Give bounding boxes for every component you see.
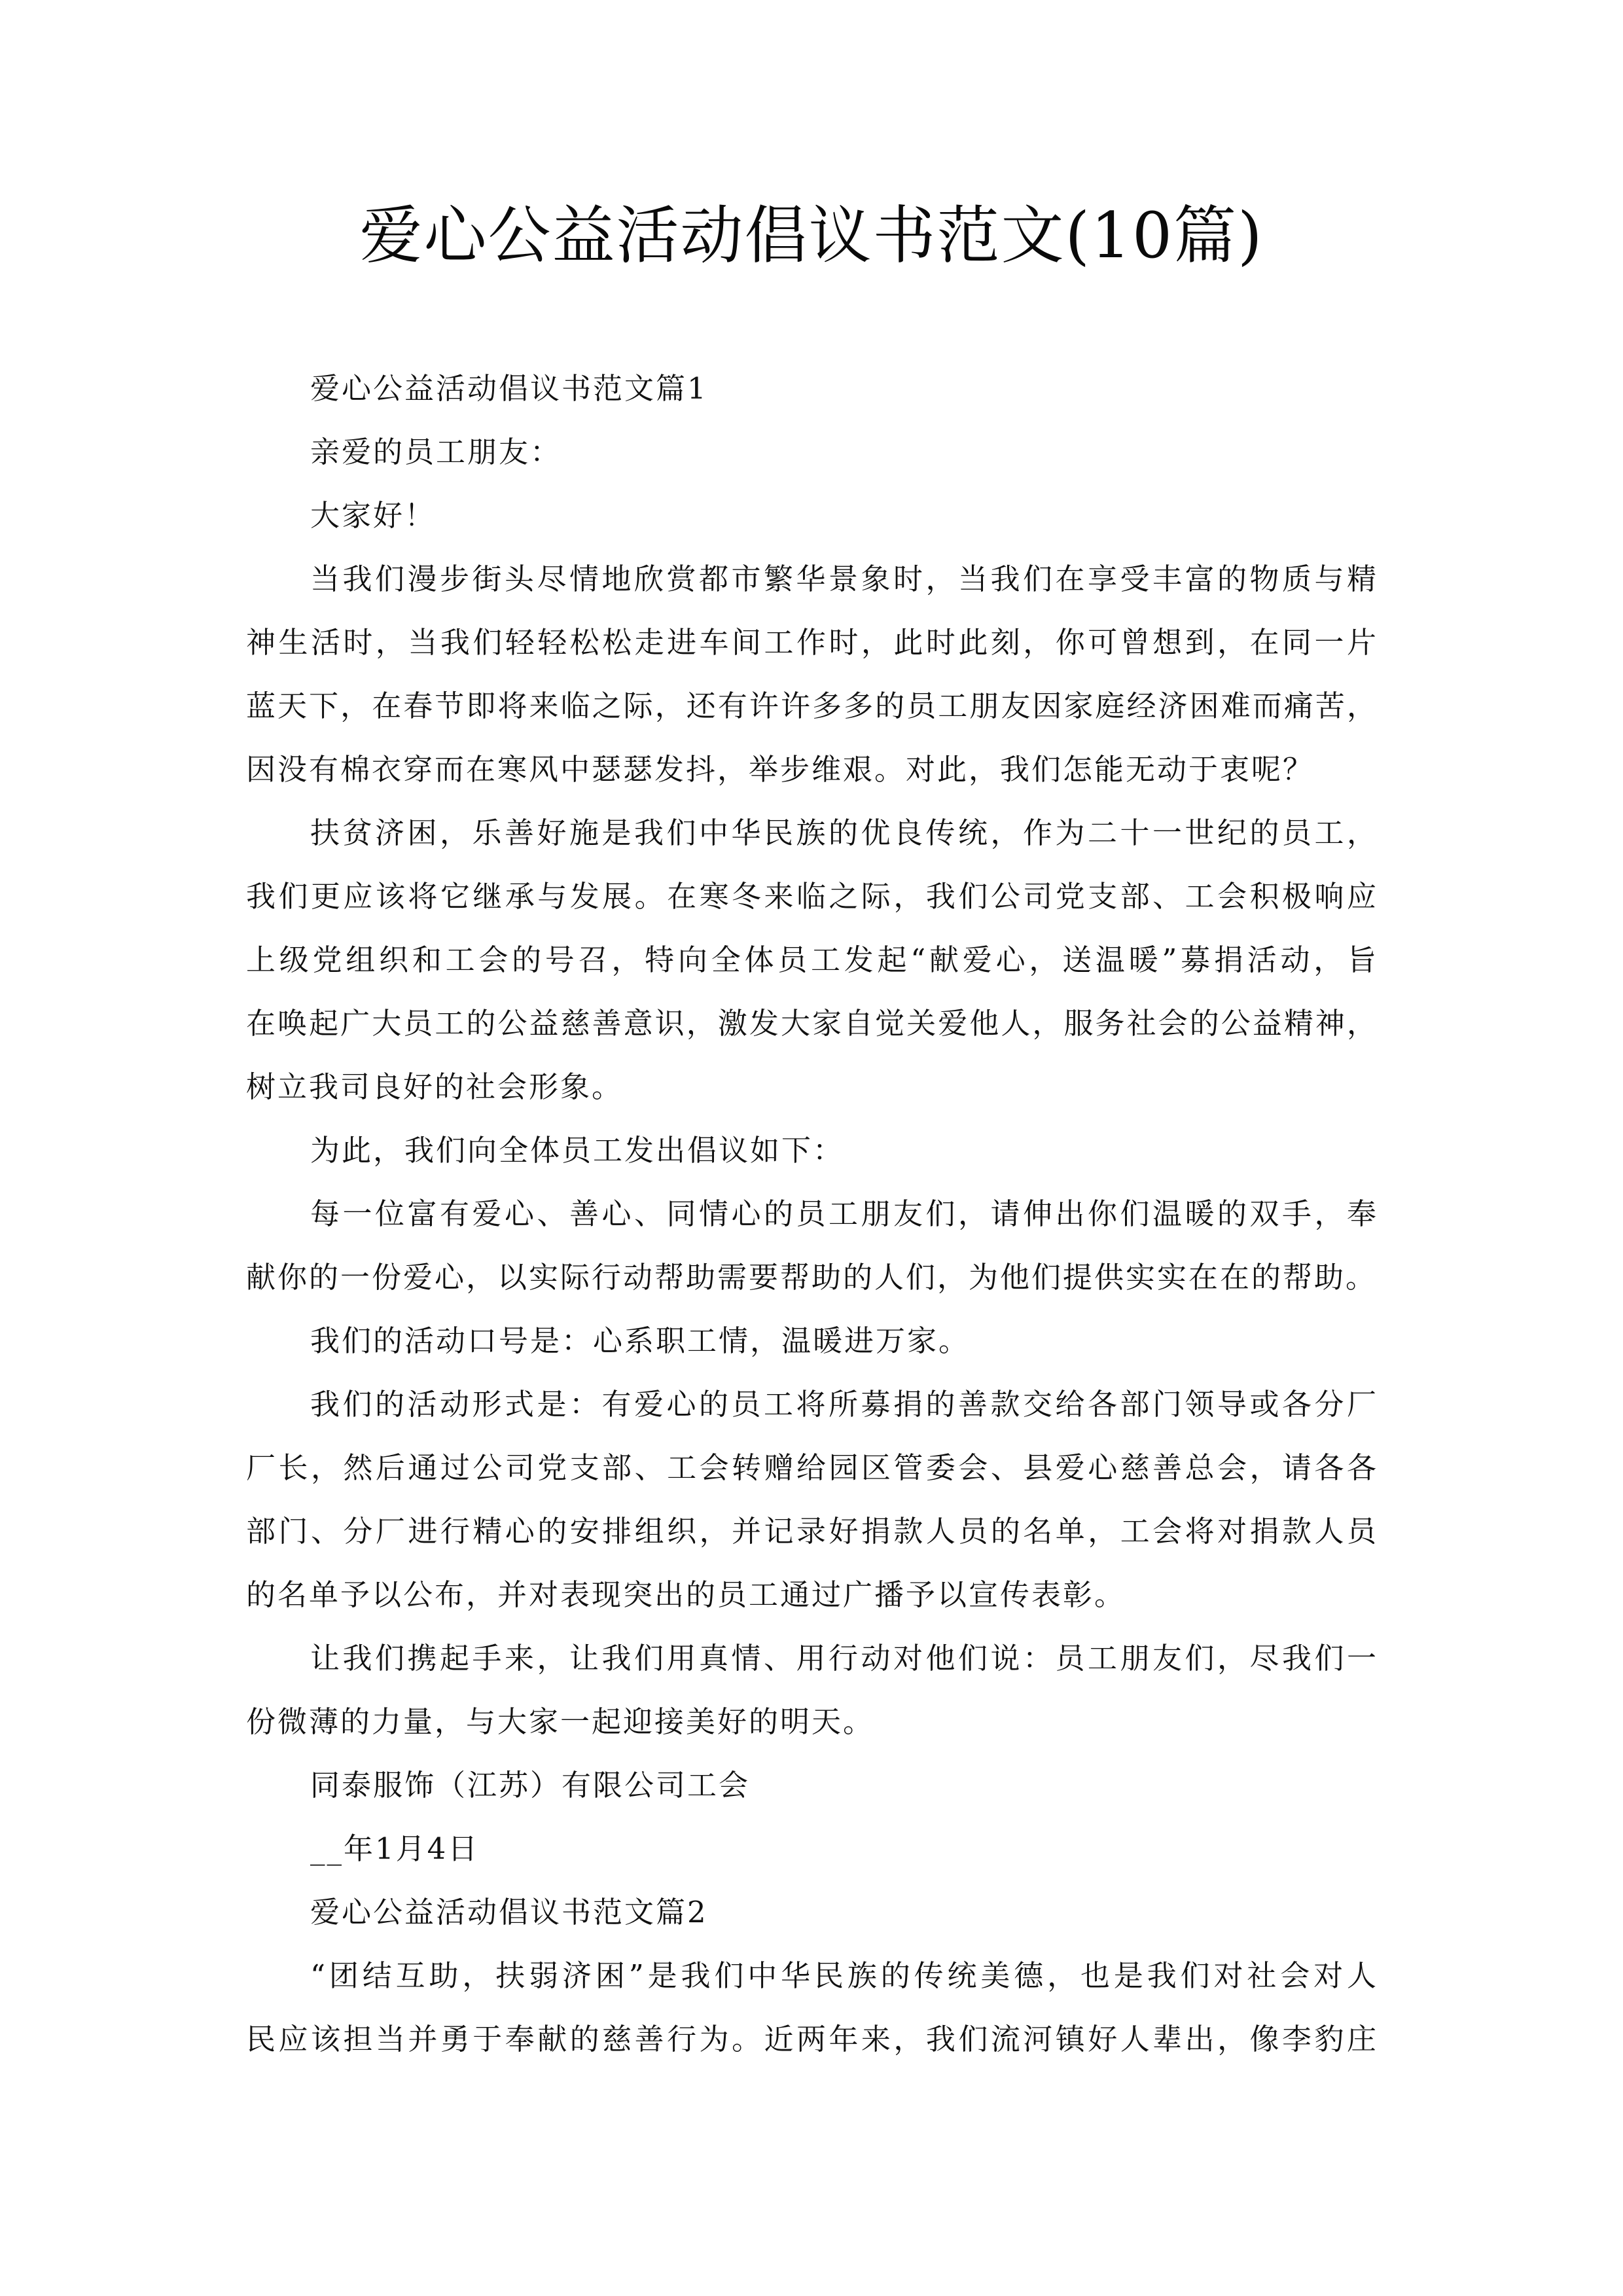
- paragraph-line: 树立我司良好的社会形象。: [246, 1069, 624, 1104]
- paragraph-line: 上级党组织和工会的号召，特向全体员工发起“献爱心，送温暖”募捐活动，旨: [246, 942, 1378, 977]
- paragraph: [246, 801, 1378, 1119]
- paragraph-line: 我们的活动形式是：有爱心的员工将所募捐的善款交给各部门领导或各分厂: [310, 1387, 1378, 1422]
- paragraph-line: 因没有棉衣穿而在寒风中瑟瑟发抖，举步维艰。对此，我们怎能无动于衷呢？: [246, 752, 1315, 787]
- section-heading: 爱心公益活动倡议书范文篇2: [310, 1895, 708, 1929]
- document-title: 爱心公益活动倡议书范文(10篇): [359, 199, 1264, 272]
- paragraph-line: 我们的活动口号是：心系职工情，温暖进万家。: [310, 1323, 971, 1358]
- paragraph-line: 为此，我们向全体员工发出倡议如下：: [310, 1133, 845, 1168]
- paragraph-line: 民应该担当并勇于奉献的慈善行为。近两年来，我们流河镇好人辈出，像李豹庄: [246, 2022, 1378, 2056]
- paragraph-line: 让我们携起手来，让我们用真情、用行动对他们说：员工朋友们，尽我们一: [310, 1641, 1378, 1676]
- paragraph: [246, 547, 1378, 801]
- greeting: 大家好！: [310, 498, 437, 533]
- paragraph-line: 当我们漫步街头尽情地欣赏都市繁华景象时，当我们在享受丰富的物质与精: [310, 562, 1378, 596]
- paragraph-line: 我们更应该将它继承与发展。在寒冬来临之际，我们公司党支部、工会积极响应: [246, 879, 1378, 914]
- paragraph-line: 的名单予以公布，并对表现突出的员工通过广播予以宣传表彰。: [246, 1577, 1126, 1612]
- salutation: 亲爱的员工朋友：: [310, 435, 562, 469]
- paragraph-line: 在唤起广大员工的公益慈善意识，激发大家自觉关爱他人，服务社会的公益精神，: [246, 1006, 1378, 1041]
- paragraph-line: 扶贫济困，乐善好施是我们中华民族的优良传统，作为二十一世纪的员工，: [310, 816, 1378, 850]
- paragraph: [246, 1944, 1378, 2071]
- signature: 同泰服饰（江苏）有限公司工会: [310, 1768, 751, 1803]
- date: __年1月4日: [310, 1831, 480, 1866]
- paragraph-line: 部门、分厂进行精心的安排组织，并记录好捐款人员的名单，工会将对捐款人员: [246, 1514, 1378, 1549]
- paragraph-line: 份微薄的力量，与大家一起迎接美好的明天。: [246, 1704, 875, 1739]
- paragraph: [246, 1119, 1378, 1182]
- paragraph-line: 每一位富有爱心、善心、同情心的员工朋友们，请伸出你们温暖的双手，奉: [310, 1196, 1378, 1231]
- paragraph: [246, 1372, 1378, 1626]
- paragraph-line: 蓝天下，在春节即将来临之际，还有许许多多的员工朋友因家庭经济困难而痛苦，: [246, 689, 1378, 723]
- paragraph-line: “团结互助，扶弱济困”是我们中华民族的传统美德，也是我们对社会对人: [310, 1958, 1378, 1993]
- paragraph: [246, 1309, 1378, 1372]
- document-body: [246, 357, 1378, 2071]
- paragraph: [246, 1626, 1378, 1753]
- paragraph-line: 神生活时，当我们轻轻松松走进车间工作时，此时此刻，你可曾想到，在同一片: [246, 625, 1378, 660]
- paragraph-line: 厂长，然后通过公司党支部、工会转赠给园区管委会、县爱心慈善总会，请各各: [246, 1450, 1378, 1485]
- section-heading: 爱心公益活动倡议书范文篇1: [310, 371, 708, 406]
- paragraph-line: 献你的一份爱心，以实际行动帮助需要帮助的人们，为他们提供实实在在的帮助。: [246, 1260, 1378, 1295]
- paragraph: [246, 1182, 1378, 1309]
